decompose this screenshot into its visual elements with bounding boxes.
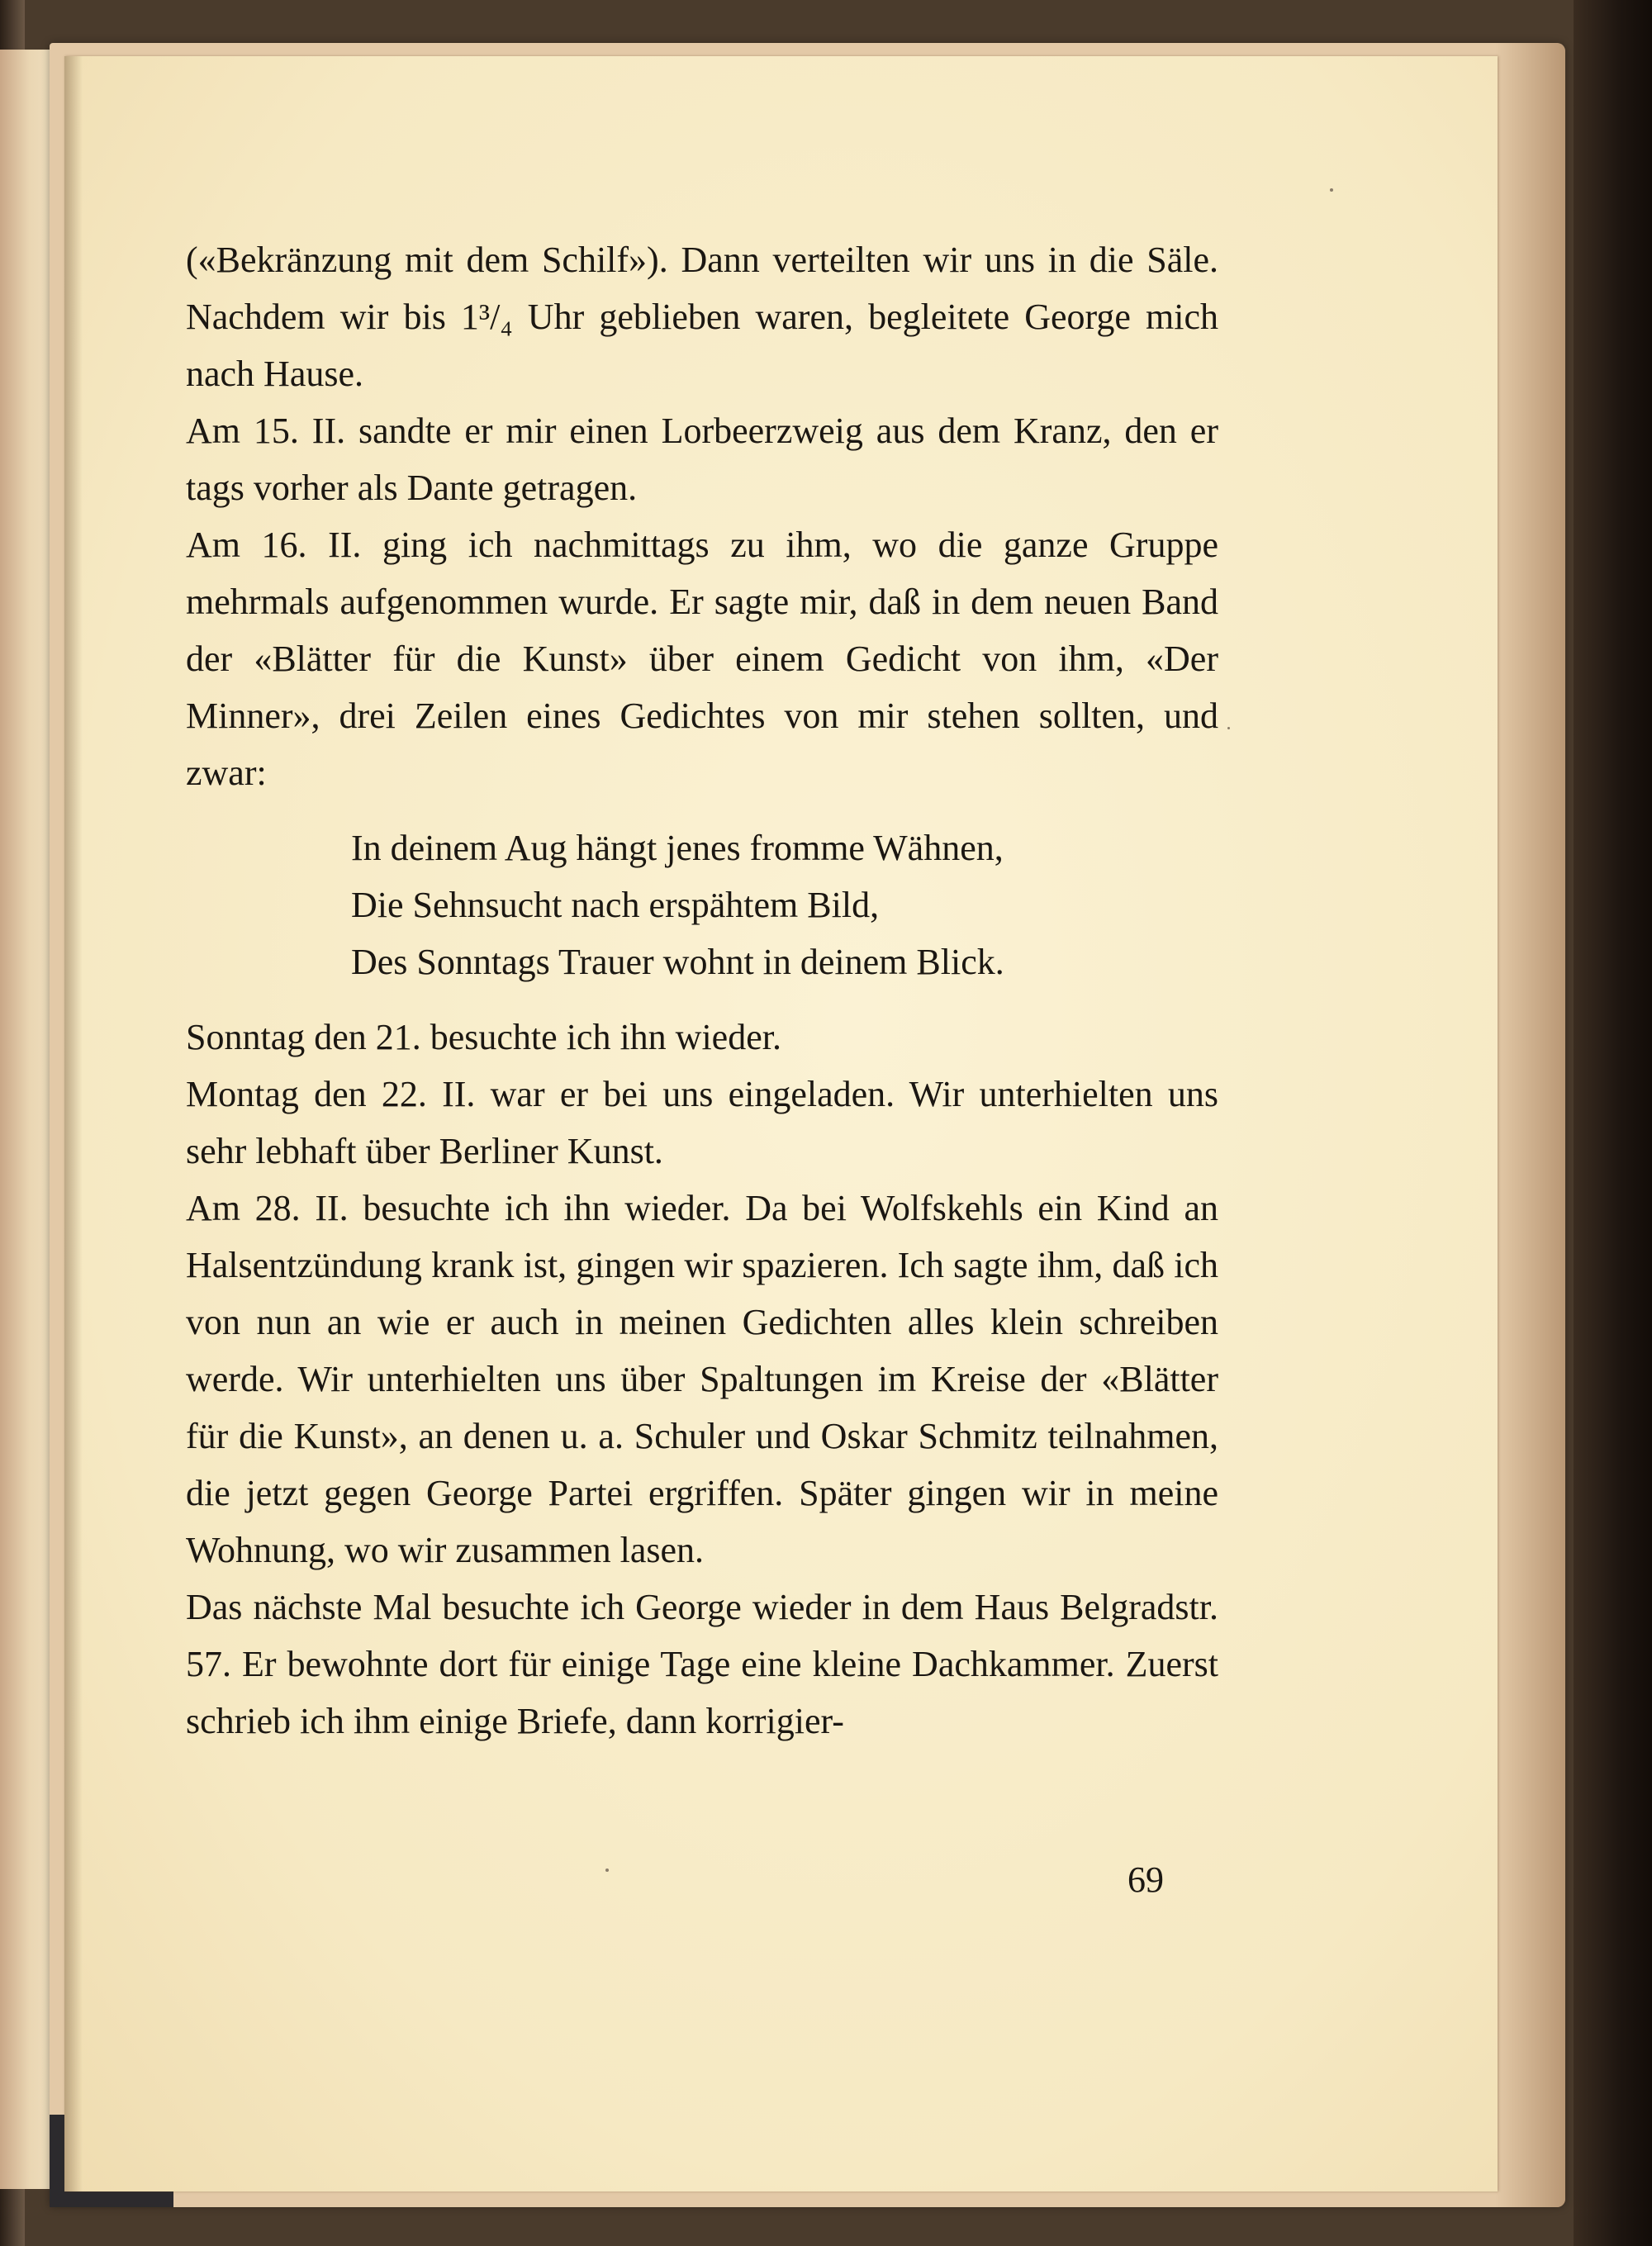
paper-speck [1227, 727, 1230, 729]
page-number: 69 [1127, 1859, 1164, 1900]
paragraph: Am 15. II. sandte er mir einen Lorbeerzweig aus dem Kranz, den er tags vorher als Dante getragen. [186, 411, 1218, 508]
body-text [186, 231, 1218, 1750]
paragraph: Sonntag den 21. besuchte ich ihn wieder. [186, 1017, 781, 1057]
paragraph: Am 16. II. ging ich nachmittags zu ihm, wo die ganze Gruppe mehrmals aufgenommen wurde. Er sagte mir, daß in dem neuen Band der «Blätter für die Kunst» über einem Gedicht von ihm, «Der Minner», drei Zeilen eines Gedichtes von mir stehen sollten, und zwar: [186, 525, 1218, 793]
verse-line: Des Sonntags Trauer wohnt in deinem Blick. [351, 942, 1004, 982]
paper-speck [605, 1869, 609, 1872]
page-gutter-shadow [64, 56, 83, 2191]
paragraph: Am 28. II. besuchte ich ihn wieder. Da bei Wolfskehls ein Kind an Halsentzündung krank ist, gingen wir spazieren. Ich sagte ihm, daß ich von nun an wie er auch in meinen Gedichten alles klein schreiben werde. Wir unterhielten uns über Spaltungen im Kreise der «Blätter für die Kunst», an denen u. a. Schuler und Oskar Schmitz teilnahmen, die jetzt gegen George Partei ergriffen. Später gingen wir in meine Wohnung, wo wir zusammen lasen. [186, 1188, 1218, 1570]
paragraph: («Bekränzung mit dem Schilf»). Dann verteilten wir uns in die Säle. Nachdem wir bis 1³/₄ Uhr geblieben waren, begleitete George mich nach Hause. [186, 240, 1218, 394]
verse-line: In deinem Aug hängt jenes fromme Wähnen, [351, 828, 1004, 868]
paper-speck [1330, 188, 1333, 192]
paragraph: Das nächste Mal besuchte ich George wieder in dem Haus Belgradstr. 57. Er bewohnte dort für einige Tage eine kleine Dachkammer. Zuerst schrieb ich ihm einige Briefe, dann korrigier- [186, 1587, 1218, 1741]
verse-line: Die Sehnsucht nach erspähtem Bild, [351, 885, 880, 925]
quoted-verse [351, 819, 1218, 990]
paragraph: Montag den 22. II. war er bei uns eingeladen. Wir unterhielten uns sehr lebhaft über Berliner Kunst. [186, 1074, 1218, 1171]
scan-background-right [1574, 0, 1652, 2246]
cover-edge-shadow [1495, 43, 1565, 2207]
